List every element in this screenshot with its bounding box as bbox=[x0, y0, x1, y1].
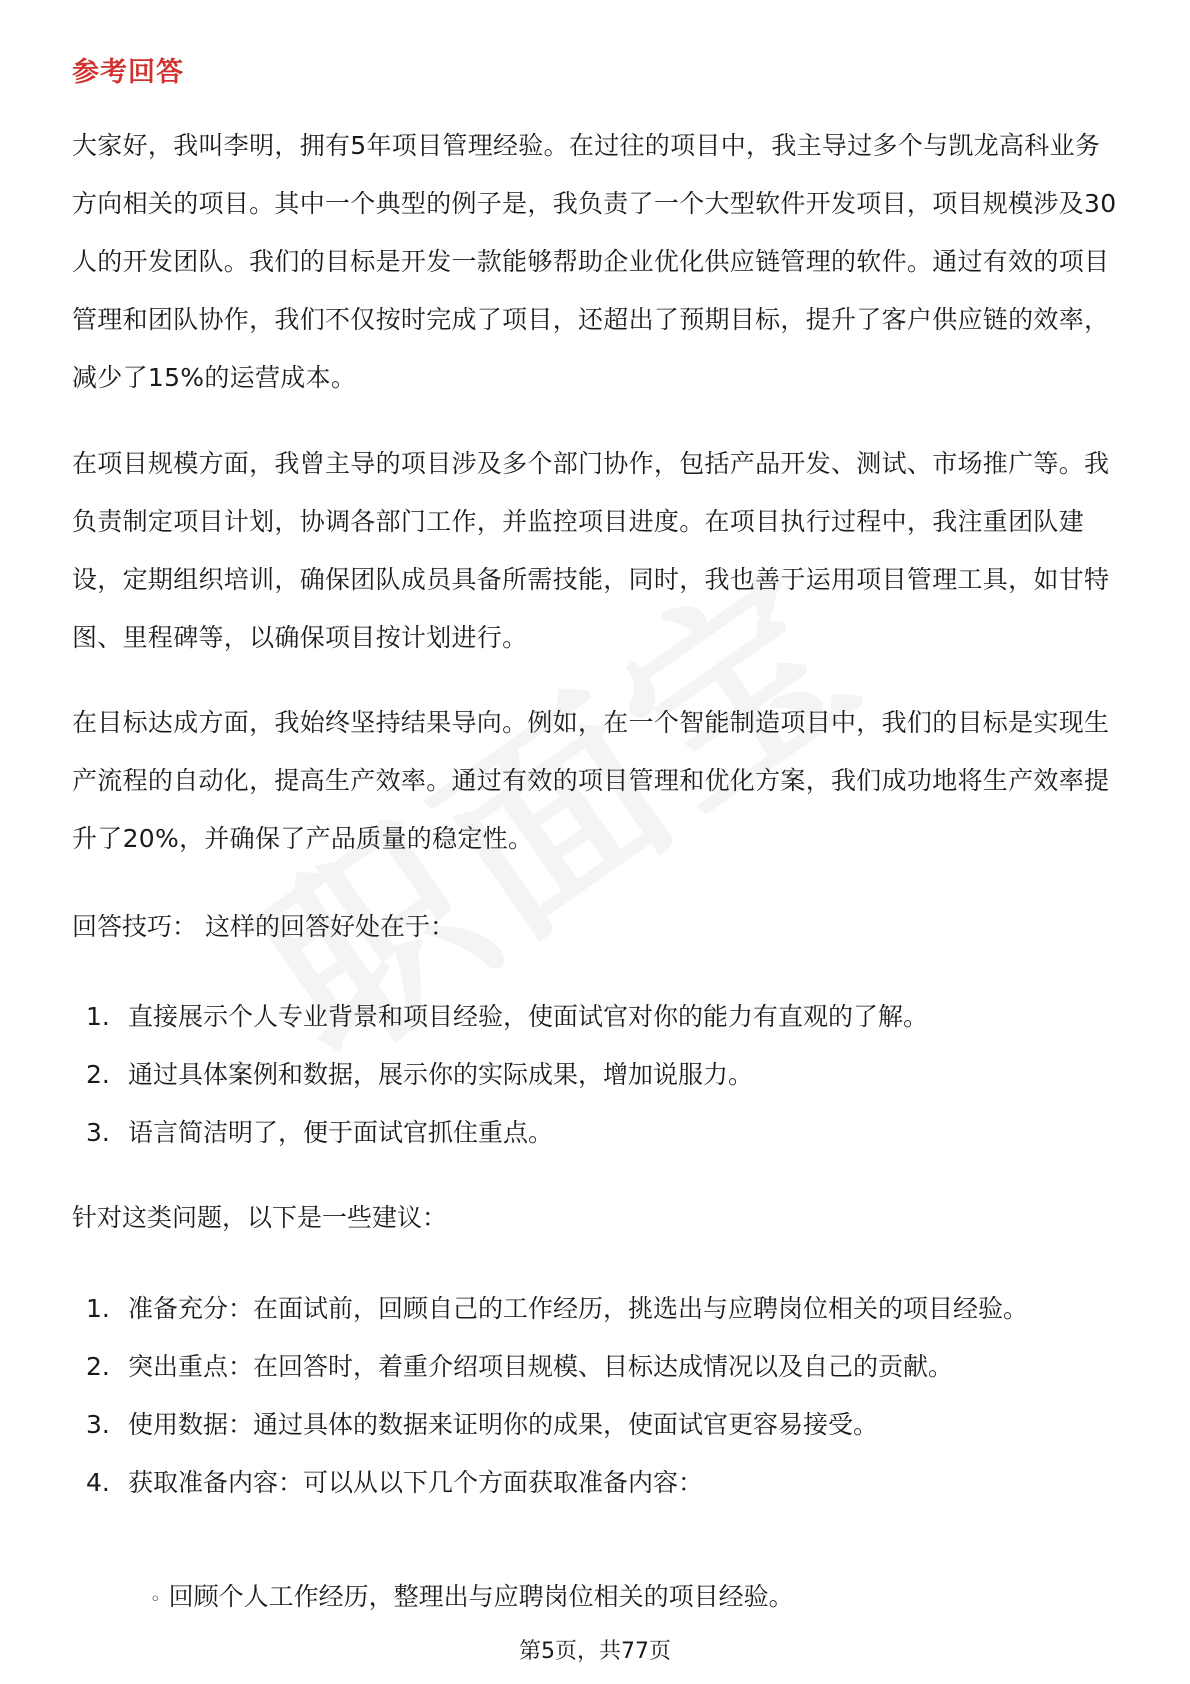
tips-label: 回答技巧： 这样的回答好处在于： bbox=[72, 912, 455, 941]
list-number: 1. bbox=[86, 1294, 110, 1323]
list-number: 3. bbox=[86, 1410, 110, 1439]
list-text: 突出重点：在回答时，着重介绍项目规模、目标达成情况以及自己的贡献。 bbox=[128, 1352, 954, 1381]
list-item bbox=[72, 1454, 1122, 1512]
list-number: 1. bbox=[86, 1002, 110, 1031]
list-text: 通过具体案例和数据，展示你的实际成果，增加说服力。 bbox=[128, 1060, 754, 1089]
page-footer: 第5页，共77页 bbox=[519, 1639, 671, 1664]
paragraph-intro: 大家好，我叫李明，拥有5年项目管理经验。在过往的项目中，我主导过多个与凯龙高科业务方向相关的项目。其中一个典型的例子是，我负责了一个大型软件开发项目，项目规模涉及30人的开发团队。我们的目标是开发一款能够帮助企业优化供应链管理的软件。通过有效的项目管理和团队协作，我们不仅按时完成了项目，还超出了预期目标，提升了客户供应链的效率，减少了15%的运营成本。 bbox=[72, 131, 1117, 392]
list-number: 2. bbox=[86, 1060, 110, 1089]
advice-list bbox=[72, 1280, 1122, 1512]
list-text: 准备充分：在面试前，回顾自己的工作经历，挑选出与应聘岗位相关的项目经验。 bbox=[128, 1294, 1029, 1323]
list-number: 4. bbox=[86, 1468, 110, 1497]
list-text: 使用数据：通过具体的数据来证明你的成果，使面试官更容易接受。 bbox=[128, 1410, 879, 1439]
circle-bullet-icon: ◦ bbox=[150, 1589, 161, 1610]
list-number: 2. bbox=[86, 1352, 110, 1381]
sub-list-text: 回顾个人工作经历，整理出与应聘岗位相关的项目经验。 bbox=[168, 1582, 794, 1611]
list-item bbox=[72, 1396, 1122, 1454]
list-item bbox=[72, 1104, 1122, 1162]
list-text: 直接展示个人专业背景和项目经验，使面试官对你的能力有直观的了解。 bbox=[128, 1002, 929, 1031]
sub-list-item bbox=[150, 1568, 794, 1629]
list-item bbox=[72, 1046, 1122, 1104]
list-item bbox=[72, 1280, 1122, 1338]
list-text: 获取准备内容：可以从以下几个方面获取准备内容： bbox=[128, 1468, 704, 1497]
list-item bbox=[72, 1338, 1122, 1396]
paragraph-scale: 在项目规模方面，我曾主导的项目涉及多个部门协作，包括产品开发、测试、市场推广等。我负责制定项目计划，协调各部门工作，并监控项目进度。在项目执行过程中，我注重团队建设，定期组织培训，确保团队成员具备所需技能，同时，我也善于运用项目管理工具，如甘特图、里程碑等，以确保项目按计划进行。 bbox=[72, 449, 1110, 652]
list-number: 3. bbox=[86, 1118, 110, 1147]
tips-list bbox=[72, 988, 1122, 1162]
list-item bbox=[72, 988, 1122, 1046]
paragraph-goals: 在目标达成方面，我始终坚持结果导向。例如，在一个智能制造项目中，我们的目标是实现生产流程的自动化，提高生产效率。通过有效的项目管理和优化方案，我们成功地将生产效率提升了20%，并确保了产品质量的稳定性。 bbox=[72, 708, 1110, 853]
list-text: 语言简洁明了，便于面试官抓住重点。 bbox=[128, 1118, 554, 1147]
advice-label: 针对这类问题，以下是一些建议： bbox=[72, 1203, 448, 1232]
section-heading: 参考回答 bbox=[72, 57, 184, 88]
